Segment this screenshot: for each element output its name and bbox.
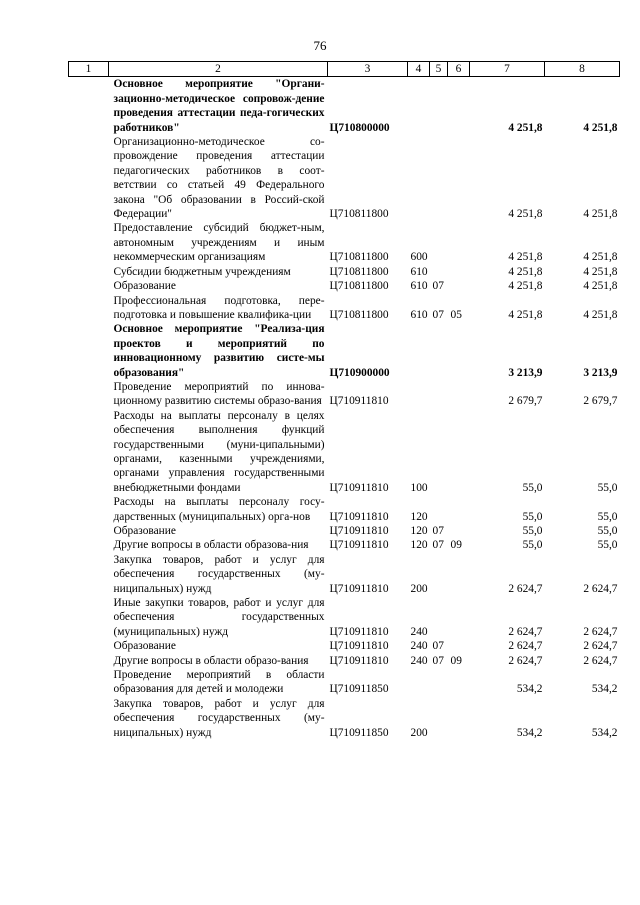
table-row [69,322,620,380]
row-col5-cell [430,380,448,409]
row-code-cell: Ц710811800 [329,308,389,321]
table-row [69,495,620,524]
budget-table [68,61,620,740]
row-value8-cell: 55,0 [597,510,618,523]
table-row [69,524,620,538]
row-col5-cell: 07 [432,280,444,293]
header-col-8: 8 [545,62,620,77]
row-value8-cell: 534,2 [591,726,618,739]
row-name-cell: Проведение мероприятий по иннова-ционному развитию системы образо-вания [113,380,325,408]
row-index-cell [69,409,109,495]
row-value7-cell: 534,2 [516,726,543,739]
row-code-cell: Ц710811800 [329,208,389,221]
header-col-2: 2 [109,62,328,77]
row-code-cell: Ц710800000 [329,121,390,134]
row-col6-cell: 09 [450,539,462,552]
row-name-cell: Расходы на выплаты персоналу в целях обеспечения выполнения функций государственными (муни-ципальными) органами, казенными учреждениями, органами управления государственными внебюджетными фондами [113,409,325,494]
row-col5-cell [430,409,448,495]
row-col6-cell [448,524,470,538]
row-value7-cell: 4 251,8 [508,251,543,264]
row-col6-cell [448,380,470,409]
row-index-cell [69,495,109,524]
row-value7-cell: 534,2 [516,683,543,696]
row-col5-cell [430,265,448,279]
row-value7-cell: 3 213,9 [508,366,543,379]
table-row [69,409,620,495]
row-index-cell [69,322,109,380]
row-name-cell: Организационно-методическое со-провождение проведения аттестации педагогических работников в соот-ветствии со статьей 49 Федерального закона "Об образовании в Россий-ской Федерации" [113,136,325,221]
row-col6-cell [448,322,470,380]
row-index-cell [69,279,109,293]
table-row [69,697,620,740]
row-index-cell [69,77,109,135]
row-code-cell: Ц710811800 [329,251,389,264]
row-col5-cell [430,495,448,524]
table-header [69,62,620,77]
row-index-cell [69,596,109,639]
row-col6-cell [448,279,470,293]
row-name-cell: Закупка товаров, работ и услуг для обеспечения государственных (му-ниципальных) нужд [113,553,325,595]
row-value7-cell: 4 251,8 [508,308,543,321]
row-index-cell [69,294,109,323]
row-value7-cell: 4 251,8 [508,265,543,278]
row-value7-cell: 2 624,7 [508,582,543,595]
row-value7-cell: 4 251,8 [508,121,543,134]
row-code-cell: Ц710811800 [329,265,389,278]
table-row [69,135,620,221]
row-col4-cell [408,380,430,409]
table-row [69,668,620,697]
page-number: 76 [313,38,327,53]
row-code-cell: Ц710911810 [329,625,389,638]
table-row [69,596,620,639]
row-col6-cell [448,135,470,221]
header-col-6: 6 [448,62,470,77]
row-value7-cell: 55,0 [522,539,543,552]
row-code-cell: Ц710911810 [329,395,389,408]
row-index-cell [69,380,109,409]
row-value7-cell: 2 624,7 [508,654,543,667]
row-value8-cell: 4 251,8 [583,251,618,264]
row-name-cell: Предоставление субсидий бюджет-ным, автономным учреждениям и иным некоммерческим организациям [113,222,325,264]
table-row [69,279,620,293]
row-index-cell [69,538,109,552]
table-row [69,294,620,323]
header-col-4: 4 [408,62,430,77]
row-col4-cell: 200 [410,726,428,739]
row-col6-cell: 09 [450,654,462,667]
table-row [69,538,620,552]
row-col6-cell [448,639,470,653]
row-name-cell: Образование [113,525,176,537]
table-body [69,77,620,740]
row-name-cell: Проведение мероприятий в области образования для детей и молодежи [113,669,325,696]
row-value8-cell: 4 251,8 [583,308,618,321]
row-value8-cell: 4 251,8 [583,208,618,221]
row-col4-cell: 200 [410,582,428,595]
row-value8-cell: 2 624,7 [583,582,618,595]
row-index-cell [69,553,109,596]
row-col5-cell: 07 [432,308,444,321]
row-col5-cell: 07 [432,525,444,537]
row-index-cell [69,524,109,538]
row-name-cell: Профессиональная подготовка, пере-подготовка и повышение квалифика-ции [113,294,325,321]
row-value8-cell: 534,2 [591,683,618,696]
row-code-cell: Ц710900000 [329,366,390,379]
table-row [69,553,620,596]
row-value7-cell: 55,0 [522,510,543,523]
row-value8-cell: 55,0 [597,525,618,537]
row-index-cell [69,135,109,221]
row-col5-cell [430,221,448,264]
row-name-cell: Расходы на выплаты персоналу госу-дарственных (муниципальных) орга-нов [113,496,325,523]
row-name-cell: Образование [113,640,176,653]
row-name-cell: Основное мероприятие "Реализа-ция проектов и мероприятий по инновационному развитию систе-мы образования" [113,323,325,379]
table-row [69,77,620,135]
row-value8-cell: 2 624,7 [583,625,618,638]
row-code-cell: Ц710911810 [329,525,389,537]
row-col6-cell [448,409,470,495]
row-col4-cell: 610 [410,265,428,278]
table-row [69,654,620,668]
row-value8-cell: 4 251,8 [583,280,618,293]
row-value7-cell: 2 624,7 [508,640,543,653]
row-value8-cell: 2 624,7 [583,640,618,653]
header-col-7: 7 [470,62,545,77]
row-value8-cell: 4 251,8 [583,265,618,278]
header-col-1: 1 [69,62,109,77]
row-col5-cell: 07 [432,640,444,653]
row-value7-cell: 4 251,8 [508,280,543,293]
row-name-cell: Иные закупки товаров, работ и услуг для обеспечения государственных (муниципальных) нужд [113,597,325,638]
row-col5-cell [430,668,448,697]
row-value8-cell: 55,0 [597,539,618,552]
row-index-cell [69,697,109,740]
row-col5-cell: 07 [432,654,444,667]
row-col4-cell [408,322,430,380]
row-col4-cell: 610 [410,280,428,293]
row-value7-cell: 55,0 [522,481,543,494]
row-col6-cell [448,495,470,524]
row-code-cell: Ц710911810 [329,640,389,653]
row-value7-cell: 55,0 [522,525,543,537]
row-col6-cell [448,553,470,596]
table-row [69,639,620,653]
row-code-cell: Ц710911850 [329,683,389,696]
row-col5-cell [430,553,448,596]
row-value8-cell: 55,0 [597,481,618,494]
row-code-cell: Ц710911810 [329,539,389,552]
row-col4-cell: 120 [410,510,428,523]
row-col4-cell [408,668,430,697]
row-col4-cell [408,77,430,135]
row-name-cell: Закупка товаров, работ и услуг для обеспечения государственных (му-ниципальных) нужд [113,697,325,739]
row-col6-cell [448,77,470,135]
row-value7-cell: 2 624,7 [508,625,543,638]
row-col4-cell: 240 [410,625,428,638]
row-value7-cell: 4 251,8 [508,208,543,221]
row-code-cell: Ц710911810 [329,481,389,494]
row-col5-cell [430,596,448,639]
row-col4-cell: 120 [410,525,428,537]
row-value7-cell: 2 679,7 [508,395,543,408]
row-col6-cell: 05 [450,308,462,321]
row-index-cell [69,654,109,668]
row-name-cell: Основное мероприятие "Органи-зационно-методическое сопровож-дение проведения аттестации педа-гогических работников" [113,78,325,134]
row-name-cell: Другие вопросы в области образова-ния [113,539,309,552]
row-col4-cell: 600 [410,251,428,264]
row-code-cell: Ц710911810 [329,654,389,667]
row-index-cell [69,639,109,653]
row-value8-cell: 2 679,7 [583,395,618,408]
row-code-cell: Ц710911850 [329,726,389,739]
row-value8-cell: 3 213,9 [583,366,618,379]
row-col6-cell [448,668,470,697]
row-index-cell [69,221,109,264]
header-row [69,62,620,77]
row-col6-cell [448,221,470,264]
row-col4-cell: 100 [410,481,428,494]
row-col4-cell: 240 [410,654,428,667]
row-col5-cell [430,697,448,740]
row-col4-cell: 240 [410,640,428,653]
row-col5-cell [430,135,448,221]
row-col6-cell [448,697,470,740]
table-row [69,221,620,264]
row-name-cell: Другие вопросы в области образо-вания [113,654,309,667]
row-col4-cell: 610 [410,308,428,321]
header-col-5: 5 [430,62,448,77]
row-code-cell: Ц710911810 [329,582,389,595]
row-code-cell: Ц710811800 [329,280,389,293]
row-col5-cell: 07 [432,539,444,552]
table-row [69,265,620,279]
row-index-cell [69,668,109,697]
row-col6-cell [448,265,470,279]
row-code-cell: Ц710911810 [329,510,389,523]
row-value8-cell: 2 624,7 [583,654,618,667]
row-col4-cell [408,135,430,221]
row-col5-cell [430,322,448,380]
row-name-cell: Субсидии бюджетным учреждениям [113,265,291,278]
header-col-3: 3 [328,62,408,77]
table-row [69,380,620,409]
row-col5-cell [430,77,448,135]
row-col6-cell [448,596,470,639]
row-name-cell: Образование [113,280,176,293]
row-value8-cell: 4 251,8 [583,121,618,134]
row-index-cell [69,265,109,279]
row-col4-cell: 120 [410,539,428,552]
